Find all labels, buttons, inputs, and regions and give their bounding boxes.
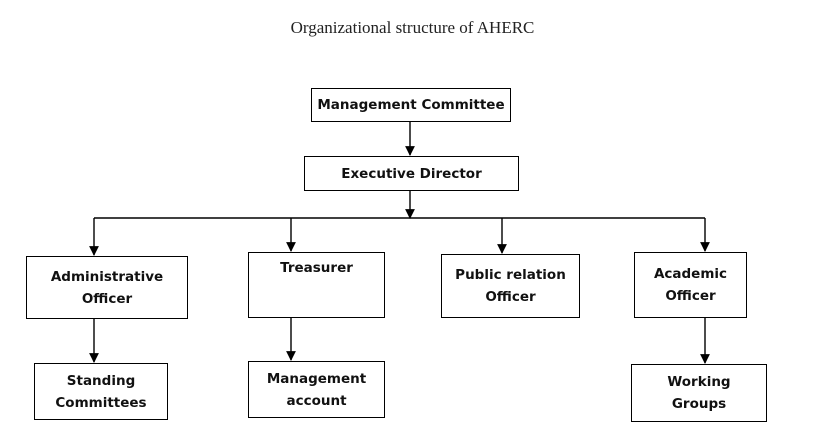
node-label-line: Officer [485, 289, 536, 305]
node-label-line: Academic [653, 266, 728, 282]
node-management-account [248, 361, 385, 418]
node-label-line: Officer [665, 288, 716, 304]
node-public-relation-officer [441, 254, 580, 318]
node-executive-director [304, 156, 519, 191]
node-label-line: Committees [55, 394, 147, 411]
node-administrative-officer [26, 256, 188, 319]
node-label-line: account [286, 392, 347, 409]
node-academic-officer [634, 252, 747, 318]
node-label-line: Treasurer [280, 260, 353, 276]
diagram-title: Organizational structure of AHERC [290, 18, 535, 37]
node-management-committee [311, 88, 511, 122]
node-label-line: Officer [81, 290, 133, 307]
node-label-line: Public relation [455, 267, 566, 283]
node-label-line: Working [667, 374, 731, 390]
node-label-line: Administrative [50, 268, 164, 285]
node-label-line: Groups [671, 396, 727, 412]
node-label-line: Standing [66, 372, 136, 389]
node-label-line: Executive Director [341, 165, 482, 182]
node-treasurer [248, 252, 385, 318]
node-label-line: Management Committee [317, 97, 505, 113]
node-working-groups [631, 364, 767, 422]
node-standing-committees [34, 363, 168, 420]
node-label-line: Management [266, 370, 367, 387]
